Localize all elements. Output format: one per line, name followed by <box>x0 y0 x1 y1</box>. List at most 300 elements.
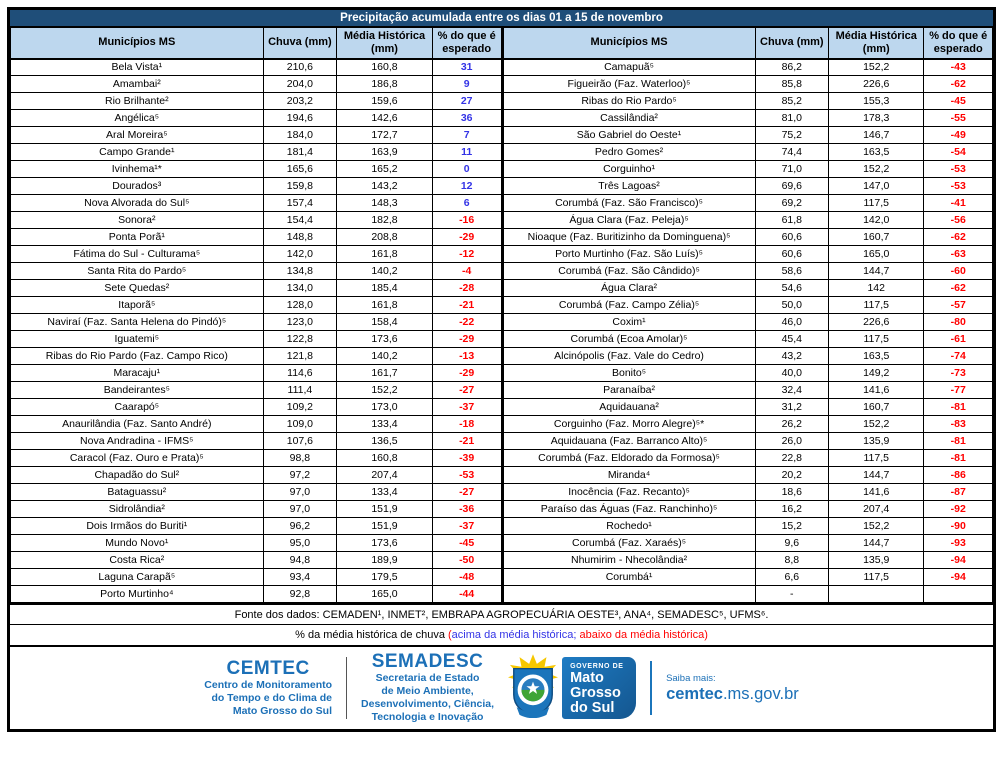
table-row <box>503 433 993 450</box>
column-header-municipality: Municípios MS <box>11 28 264 59</box>
percent-expected-value: -93 <box>924 535 993 552</box>
percent-expected-value: -27 <box>432 382 501 399</box>
table-row <box>11 195 502 212</box>
municipality-name: Ribas do Rio Pardo⁵ <box>503 93 755 110</box>
percent-expected-value: -39 <box>432 450 501 467</box>
table-row <box>11 484 502 501</box>
rain-value: 148,8 <box>263 229 337 246</box>
rain-value: 128,0 <box>263 297 337 314</box>
more-info-block <box>666 672 799 704</box>
cemtec-description <box>204 679 332 718</box>
historical-average-value: 136,5 <box>337 433 433 450</box>
rain-value: 74,4 <box>755 144 828 161</box>
municipality-name: Coxim¹ <box>503 314 755 331</box>
percent-expected-value: -55 <box>924 110 993 127</box>
percent-expected-value: -63 <box>924 246 993 263</box>
rain-value: 154,4 <box>263 212 337 229</box>
municipality-name: Rio Brilhante² <box>11 93 264 110</box>
rain-value: 94,8 <box>263 552 337 569</box>
percent-expected-value: -18 <box>432 416 501 433</box>
table-row <box>11 127 502 144</box>
government-logo <box>508 654 636 723</box>
historical-average-value: 148,3 <box>337 195 433 212</box>
historical-average-value: 152,2 <box>829 518 924 535</box>
percent-expected-value: -61 <box>924 331 993 348</box>
historical-average-value: 163,5 <box>829 144 924 161</box>
rain-value: 134,0 <box>263 280 337 297</box>
historical-average-value: 146,7 <box>829 127 924 144</box>
table-row <box>11 331 502 348</box>
municipality-name: Itaporã⁵ <box>11 297 264 314</box>
column-header-historical-average: Média Histórica (mm) <box>337 28 433 59</box>
table-row <box>503 110 993 127</box>
historical-average-value: 144,7 <box>829 535 924 552</box>
municipality-name: Maracaju¹ <box>11 365 264 382</box>
percent-expected-value: -54 <box>924 144 993 161</box>
rain-value: 32,4 <box>755 382 828 399</box>
table-row <box>11 314 502 331</box>
historical-average-value: 140,2 <box>337 348 433 365</box>
percent-expected-value <box>924 586 993 603</box>
table-row <box>11 399 502 416</box>
percent-expected-value: -37 <box>432 518 501 535</box>
rain-value: 60,6 <box>755 229 828 246</box>
table-row <box>503 484 993 501</box>
table-row <box>11 93 502 110</box>
rain-value: - <box>755 586 828 603</box>
historical-average-value: 161,8 <box>337 297 433 314</box>
rain-value: 111,4 <box>263 382 337 399</box>
legend-above-average: acima da média histórica; <box>451 629 577 641</box>
government-name-line: Mato <box>570 670 604 686</box>
table-row <box>503 297 993 314</box>
percent-expected-value: -94 <box>924 552 993 569</box>
municipality-name: Angélica⁵ <box>11 110 264 127</box>
municipality-name: Figueirão (Faz. Waterloo)⁵ <box>503 76 755 93</box>
table-row <box>11 518 502 535</box>
rain-value: 98,8 <box>263 450 337 467</box>
government-nameplate <box>562 657 636 719</box>
table-row <box>503 416 993 433</box>
rain-value: 46,0 <box>755 314 828 331</box>
table-row <box>503 399 993 416</box>
table-row <box>503 569 993 586</box>
municipality-name: Bandeirantes⁵ <box>11 382 264 399</box>
percent-expected-value: 0 <box>432 161 501 178</box>
table-row <box>503 535 993 552</box>
table-row <box>503 263 993 280</box>
rain-value: 75,2 <box>755 127 828 144</box>
percent-expected-value: -45 <box>432 535 501 552</box>
percent-expected-value: -29 <box>432 365 501 382</box>
municipality-name: Chapadão do Sul² <box>11 467 264 484</box>
municipality-name: Bonito⁵ <box>503 365 755 382</box>
right-precipitation-table <box>503 27 994 603</box>
rain-value: 31,2 <box>755 399 828 416</box>
percent-expected-value: -16 <box>432 212 501 229</box>
rain-value: 204,0 <box>263 76 337 93</box>
historical-average-value: 152,2 <box>829 161 924 178</box>
percent-expected-value: -45 <box>924 93 993 110</box>
historical-average-value: 173,6 <box>337 535 433 552</box>
percent-expected-value: -41 <box>924 195 993 212</box>
percent-expected-value: 27 <box>432 93 501 110</box>
municipality-name: Santa Rita do Pardo⁵ <box>11 263 264 280</box>
historical-average-value: 135,9 <box>829 552 924 569</box>
historical-average-value: 207,4 <box>829 501 924 518</box>
percent-expected-value: -49 <box>924 127 993 144</box>
table-row <box>503 314 993 331</box>
percent-expected-value: 31 <box>432 59 501 76</box>
municipality-name: Aral Moreira⁵ <box>11 127 264 144</box>
historical-average-value: 142,0 <box>829 212 924 229</box>
municipality-name: Nioaque (Faz. Buritizinho da Dominguena)⁵ <box>503 229 755 246</box>
rain-value: 165,6 <box>263 161 337 178</box>
rain-value: 85,2 <box>755 93 828 110</box>
percent-expected-value: 11 <box>432 144 501 161</box>
table-row <box>503 178 993 195</box>
rain-value: 203,2 <box>263 93 337 110</box>
municipality-name: Anaurilândia (Faz. Santo André) <box>11 416 264 433</box>
table-row <box>503 161 993 178</box>
semadesc-wordmark: SEMADESC <box>371 651 484 672</box>
percent-expected-value: -53 <box>924 178 993 195</box>
historical-average-value: 152,2 <box>829 59 924 76</box>
table-row <box>503 552 993 569</box>
municipality-name: Corumbá (Faz. Campo Zélia)⁵ <box>503 297 755 314</box>
historical-average-value: 160,8 <box>337 59 433 76</box>
percent-expected-value: -56 <box>924 212 993 229</box>
municipality-name: Três Lagoas² <box>503 178 755 195</box>
rain-value: 134,8 <box>263 263 337 280</box>
municipality-name: Aquidauana (Faz. Barranco Alto)⁵ <box>503 433 755 450</box>
percent-expected-value: -77 <box>924 382 993 399</box>
rain-value: 96,2 <box>263 518 337 535</box>
legend-below-average: abaixo da média histórica <box>576 629 705 641</box>
rain-value: 109,0 <box>263 416 337 433</box>
rain-value: 159,8 <box>263 178 337 195</box>
table-row <box>11 229 502 246</box>
municipality-name: Aquidauana² <box>503 399 755 416</box>
rain-value: 210,6 <box>263 59 337 76</box>
table-row <box>11 110 502 127</box>
rain-value: 15,2 <box>755 518 828 535</box>
table-row <box>503 450 993 467</box>
historical-average-value: 163,9 <box>337 144 433 161</box>
historical-average-value: 141,6 <box>829 484 924 501</box>
municipality-name: Paraíso das Águas (Faz. Ranchinho)⁵ <box>503 501 755 518</box>
table-row <box>11 467 502 484</box>
municipality-name: Bataguassu² <box>11 484 264 501</box>
percent-expected-value: -13 <box>432 348 501 365</box>
historical-average-value: 152,2 <box>829 416 924 433</box>
rain-value: 181,4 <box>263 144 337 161</box>
municipality-name: Paranaíba² <box>503 382 755 399</box>
municipality-name: Fátima do Sul - Culturama⁵ <box>11 246 264 263</box>
historical-average-value: 141,6 <box>829 382 924 399</box>
percent-expected-value: -57 <box>924 297 993 314</box>
website-url <box>666 685 799 704</box>
right-table-panel <box>502 27 994 603</box>
municipality-name: Bela Vista¹ <box>11 59 264 76</box>
semadesc-logo <box>361 652 494 724</box>
historical-average-value: 144,7 <box>829 263 924 280</box>
historical-average-value: 117,5 <box>829 450 924 467</box>
municipality-name: Iguatemi⁵ <box>11 331 264 348</box>
historical-average-value: 172,7 <box>337 127 433 144</box>
rain-value: 69,2 <box>755 195 828 212</box>
municipality-name: São Gabriel do Oeste¹ <box>503 127 755 144</box>
historical-average-value: 208,8 <box>337 229 433 246</box>
historical-average-value: 160,7 <box>829 399 924 416</box>
coat-of-arms-icon <box>508 654 558 723</box>
rain-value: 92,8 <box>263 586 337 603</box>
website-url-bold: cemtec <box>666 685 723 703</box>
table-row <box>503 467 993 484</box>
historical-average-value: 151,9 <box>337 518 433 535</box>
rain-value: 50,0 <box>755 297 828 314</box>
historical-average-value: 151,9 <box>337 501 433 518</box>
table-row <box>503 501 993 518</box>
municipality-name: Caracol (Faz. Ouro e Prata)⁵ <box>11 450 264 467</box>
municipality-name: Corumbá (Faz. Eldorado da Formosa)⁵ <box>503 450 755 467</box>
municipality-name: Corumbá (Ecoa Amolar)⁵ <box>503 331 755 348</box>
percent-expected-value: -29 <box>432 331 501 348</box>
rain-value: 26,0 <box>755 433 828 450</box>
historical-average-value: 161,7 <box>337 365 433 382</box>
municipality-name: Inocência (Faz. Recanto)⁵ <box>503 484 755 501</box>
percent-expected-value: -37 <box>432 399 501 416</box>
municipality-name <box>503 586 755 603</box>
table-row <box>503 229 993 246</box>
rain-value: 43,2 <box>755 348 828 365</box>
municipality-name: Laguna Carapã⁵ <box>11 569 264 586</box>
historical-average-value: 147,0 <box>829 178 924 195</box>
rain-value: 97,2 <box>263 467 337 484</box>
percent-expected-value: 12 <box>432 178 501 195</box>
table-row <box>503 144 993 161</box>
rain-value: 54,6 <box>755 280 828 297</box>
rain-value: 109,2 <box>263 399 337 416</box>
rain-value: 157,4 <box>263 195 337 212</box>
table-row <box>11 246 502 263</box>
rain-value: 93,4 <box>263 569 337 586</box>
percent-expected-value: -92 <box>924 501 993 518</box>
percent-expected-value: -62 <box>924 76 993 93</box>
rain-value: 121,8 <box>263 348 337 365</box>
left-precipitation-table <box>10 27 502 603</box>
rain-value: 142,0 <box>263 246 337 263</box>
table-row <box>503 518 993 535</box>
table-row <box>11 144 502 161</box>
rain-value: 18,6 <box>755 484 828 501</box>
percent-expected-value: 9 <box>432 76 501 93</box>
percent-expected-value: -83 <box>924 416 993 433</box>
municipality-name: Naviraí (Faz. Santa Helena do Pindó)⁵ <box>11 314 264 331</box>
municipality-name: Miranda⁴ <box>503 467 755 484</box>
percent-expected-value: -53 <box>432 467 501 484</box>
rain-value: 85,8 <box>755 76 828 93</box>
semadesc-description <box>361 672 494 724</box>
government-name-line: do Sul <box>570 700 615 716</box>
historical-average-value: 142 <box>829 280 924 297</box>
historical-average-value: 117,5 <box>829 195 924 212</box>
historical-average-value: 149,2 <box>829 365 924 382</box>
historical-average-value: 144,7 <box>829 467 924 484</box>
legend-paren-close: ) <box>704 629 708 641</box>
percent-expected-value: -62 <box>924 229 993 246</box>
historical-average-value: 117,5 <box>829 569 924 586</box>
percent-expected-value: -21 <box>432 433 501 450</box>
percent-expected-value: -44 <box>432 586 501 603</box>
rain-value: 97,0 <box>263 501 337 518</box>
municipality-name: Corguinho (Faz. Morro Alegre)⁵* <box>503 416 755 433</box>
website-url-rest: .ms.gov.br <box>722 685 799 703</box>
rain-value: 194,6 <box>263 110 337 127</box>
blue-divider <box>650 661 652 715</box>
government-name-line: Grosso <box>570 685 621 701</box>
data-sources-label: Fonte dos dados: <box>234 609 320 621</box>
municipality-name: Mundo Novo¹ <box>11 535 264 552</box>
rain-value: 16,2 <box>755 501 828 518</box>
table-row <box>11 586 502 603</box>
legend-prefix: % da média histórica de chuva <box>295 629 448 641</box>
table-row <box>11 535 502 552</box>
rain-value: 123,0 <box>263 314 337 331</box>
historical-average-value <box>829 586 924 603</box>
percent-expected-value: -28 <box>432 280 501 297</box>
column-header-percent-expected: % do que é esperado <box>432 28 501 59</box>
right-header-row <box>503 28 993 59</box>
table-row <box>11 161 502 178</box>
table-row <box>503 59 993 76</box>
percent-expected-value: -86 <box>924 467 993 484</box>
percent-expected-value: -53 <box>924 161 993 178</box>
historical-average-value: 178,3 <box>829 110 924 127</box>
municipality-name: Nova Andradina - IFMS⁵ <box>11 433 264 450</box>
historical-average-value: 117,5 <box>829 331 924 348</box>
precipitation-tables <box>10 27 993 603</box>
semadesc-description-line: Secretaria de Estado <box>375 672 480 684</box>
cemtec-wordmark: CEMTEC <box>226 657 310 679</box>
table-row <box>503 586 993 603</box>
percent-expected-value: -60 <box>924 263 993 280</box>
historical-average-value: 159,6 <box>337 93 433 110</box>
municipality-name: Corumbá (Faz. São Francisco)⁵ <box>503 195 755 212</box>
historical-average-value: 185,4 <box>337 280 433 297</box>
rain-value: 22,8 <box>755 450 828 467</box>
percent-expected-value: -48 <box>432 569 501 586</box>
percent-expected-value: -81 <box>924 399 993 416</box>
table-row <box>11 382 502 399</box>
municipality-name: Campo Grande¹ <box>11 144 264 161</box>
table-row <box>503 195 993 212</box>
column-header-historical-average: Média Histórica (mm) <box>829 28 924 59</box>
report-title: Precipitação acumulada entre os dias 01 a 15 de novembro <box>10 10 993 27</box>
rain-value: 9,6 <box>755 535 828 552</box>
table-row <box>503 93 993 110</box>
more-info-label: Saiba mais: <box>666 673 716 684</box>
percent-expected-value: -62 <box>924 280 993 297</box>
table-row <box>11 365 502 382</box>
rain-value: 95,0 <box>263 535 337 552</box>
historical-average-value: 173,0 <box>337 399 433 416</box>
rain-value: 86,2 <box>755 59 828 76</box>
rain-value: 6,6 <box>755 569 828 586</box>
table-row <box>503 127 993 144</box>
historical-average-value: 143,2 <box>337 178 433 195</box>
semadesc-description-line: Tecnologia e Inovação <box>371 711 484 723</box>
municipality-name: Rochedo¹ <box>503 518 755 535</box>
historical-average-value: 186,8 <box>337 76 433 93</box>
municipality-name: Sonora² <box>11 212 264 229</box>
municipality-name: Costa Rica² <box>11 552 264 569</box>
percent-expected-value: -73 <box>924 365 993 382</box>
table-row <box>503 365 993 382</box>
historical-average-value: 133,4 <box>337 416 433 433</box>
percent-expected-value: -27 <box>432 484 501 501</box>
precipitation-report <box>7 7 996 732</box>
column-header-percent-expected: % do que é esperado <box>924 28 993 59</box>
table-row <box>503 331 993 348</box>
rain-value: 107,6 <box>263 433 337 450</box>
percent-expected-value: 36 <box>432 110 501 127</box>
municipality-name: Água Clara² <box>503 280 755 297</box>
table-row <box>11 212 502 229</box>
rain-value: 8,8 <box>755 552 828 569</box>
table-row <box>11 297 502 314</box>
table-row <box>11 348 502 365</box>
historical-average-value: 161,8 <box>337 246 433 263</box>
percent-expected-value: 6 <box>432 195 501 212</box>
historical-average-value: 142,6 <box>337 110 433 127</box>
rain-value: 97,0 <box>263 484 337 501</box>
table-row <box>11 59 502 76</box>
rain-value: 45,4 <box>755 331 828 348</box>
historical-average-value: 179,5 <box>337 569 433 586</box>
historical-average-value: 160,8 <box>337 450 433 467</box>
municipality-name: Água Clara (Faz. Peleja)⁵ <box>503 212 755 229</box>
table-row <box>11 501 502 518</box>
historical-average-value: 140,2 <box>337 263 433 280</box>
table-row <box>11 416 502 433</box>
rain-value: 114,6 <box>263 365 337 382</box>
historical-average-value: 226,6 <box>829 76 924 93</box>
table-row <box>11 76 502 93</box>
table-row <box>11 552 502 569</box>
percent-expected-value: -36 <box>432 501 501 518</box>
percent-expected-value: -94 <box>924 569 993 586</box>
historical-average-value: 160,7 <box>829 229 924 246</box>
percent-expected-value: 7 <box>432 127 501 144</box>
percent-expected-value: -74 <box>924 348 993 365</box>
historical-average-value: 189,9 <box>337 552 433 569</box>
percent-expected-value: -81 <box>924 433 993 450</box>
column-header-municipality: Municípios MS <box>503 28 755 59</box>
historical-average-value: 165,2 <box>337 161 433 178</box>
legend-row <box>10 624 993 645</box>
percent-expected-value: -81 <box>924 450 993 467</box>
historical-average-value: 207,4 <box>337 467 433 484</box>
table-row <box>503 212 993 229</box>
rain-value: 184,0 <box>263 127 337 144</box>
municipality-name: Ponta Porã¹ <box>11 229 264 246</box>
municipality-name: Sidrolândia² <box>11 501 264 518</box>
municipality-name: Nhumirim - Nhecolândia² <box>503 552 755 569</box>
data-sources-text: CEMADEN¹, INMET², EMBRAPA AGROPECUÁRIA OESTE³, ANA⁴, SEMADESC⁵, UFMS⁶. <box>319 609 769 621</box>
logo-divider <box>346 657 347 719</box>
historical-average-value: 133,4 <box>337 484 433 501</box>
